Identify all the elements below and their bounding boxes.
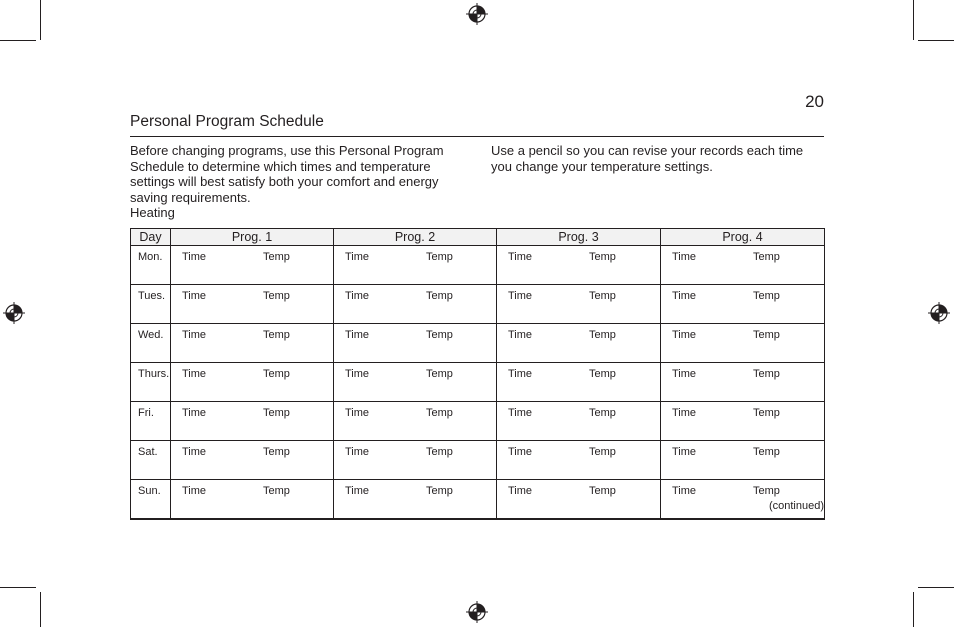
time-label: Time bbox=[182, 485, 207, 497]
time-label: Time bbox=[182, 290, 207, 302]
time-label: Time bbox=[672, 446, 697, 458]
temp-label: Temp bbox=[263, 485, 290, 497]
temp-label: Temp bbox=[589, 485, 616, 497]
time-label: Time bbox=[508, 446, 533, 458]
time-label: Time bbox=[508, 485, 533, 497]
time-label: Time bbox=[182, 446, 207, 458]
schedule-entry-cell[interactable] bbox=[171, 285, 334, 324]
time-label: Time bbox=[345, 251, 370, 263]
table-row bbox=[131, 324, 825, 363]
table-row bbox=[131, 246, 825, 285]
program-header: Prog. 2 bbox=[334, 229, 497, 246]
schedule-entry-cell[interactable] bbox=[497, 402, 661, 441]
intro-paragraph-right: Use a pencil so you can revise your records each time you change your temperature settings. bbox=[491, 143, 804, 174]
time-label: Time bbox=[508, 407, 533, 419]
time-label: Time bbox=[672, 485, 697, 497]
schedule-entry-cell[interactable] bbox=[171, 324, 334, 363]
temp-label: Temp bbox=[753, 407, 780, 419]
time-label: Time bbox=[672, 329, 697, 341]
title-rule bbox=[130, 136, 824, 137]
schedule-entry-cell[interactable] bbox=[661, 246, 825, 285]
temp-label: Temp bbox=[426, 329, 453, 341]
temp-label: Temp bbox=[589, 290, 616, 302]
day-label: Fri. bbox=[131, 402, 171, 441]
schedule-entry-cell[interactable] bbox=[334, 363, 497, 402]
table-row bbox=[131, 402, 825, 441]
temp-label: Temp bbox=[589, 368, 616, 380]
day-label: Tues. bbox=[131, 285, 171, 324]
table-header-row bbox=[131, 229, 825, 246]
temp-label: Temp bbox=[263, 446, 290, 458]
schedule-entry-cell[interactable] bbox=[171, 441, 334, 480]
day-label: Sat. bbox=[131, 441, 171, 480]
schedule-entry-cell[interactable] bbox=[661, 441, 825, 480]
registration-mark-icon bbox=[3, 302, 25, 324]
section-label: Heating bbox=[130, 205, 175, 220]
time-label: Time bbox=[672, 251, 697, 263]
temp-label: Temp bbox=[426, 446, 453, 458]
temp-label: Temp bbox=[753, 485, 780, 497]
day-label: Wed. bbox=[131, 324, 171, 363]
temp-label: Temp bbox=[263, 251, 290, 263]
temp-label: Temp bbox=[753, 251, 780, 263]
temp-label: Temp bbox=[753, 290, 780, 302]
schedule-entry-cell[interactable] bbox=[334, 480, 497, 520]
temp-label: Temp bbox=[426, 251, 453, 263]
temp-label: Temp bbox=[263, 407, 290, 419]
time-label: Time bbox=[508, 329, 533, 341]
schedule-entry-cell[interactable] bbox=[171, 402, 334, 441]
continued-note: (continued) bbox=[768, 500, 824, 512]
time-label: Time bbox=[672, 368, 697, 380]
schedule-entry-cell[interactable] bbox=[334, 246, 497, 285]
time-label: Time bbox=[345, 446, 370, 458]
page-title: Personal Program Schedule bbox=[130, 113, 324, 130]
program-header: Prog. 3 bbox=[497, 229, 661, 246]
day-label: Mon. bbox=[131, 246, 171, 285]
intro-paragraph-left: Before changing programs, use this Personal Program Schedule to determine which times and temperature settings will best satisfy both your comfort and energy saving requirements. bbox=[130, 143, 444, 205]
time-label: Time bbox=[182, 251, 207, 263]
time-label: Time bbox=[182, 407, 207, 419]
time-label: Time bbox=[345, 368, 370, 380]
schedule-entry-cell[interactable] bbox=[497, 480, 661, 520]
temp-label: Temp bbox=[426, 368, 453, 380]
schedule-entry-cell[interactable] bbox=[334, 324, 497, 363]
schedule-entry-cell[interactable] bbox=[661, 402, 825, 441]
registration-mark-icon bbox=[928, 302, 950, 324]
day-label: Thurs. bbox=[131, 363, 171, 402]
page-number: 20 bbox=[805, 92, 824, 111]
schedule-table bbox=[130, 228, 825, 520]
temp-label: Temp bbox=[263, 290, 290, 302]
temp-label: Temp bbox=[589, 251, 616, 263]
temp-label: Temp bbox=[426, 485, 453, 497]
schedule-entry-cell[interactable] bbox=[661, 285, 825, 324]
time-label: Time bbox=[182, 368, 207, 380]
time-label: Time bbox=[182, 329, 207, 341]
schedule-entry-cell[interactable] bbox=[497, 285, 661, 324]
day-label: Sun. bbox=[131, 480, 171, 520]
temp-label: Temp bbox=[263, 329, 290, 341]
program-header: Prog. 1 bbox=[171, 229, 334, 246]
crop-mark bbox=[40, 592, 41, 627]
temp-label: Temp bbox=[589, 446, 616, 458]
schedule-entry-cell[interactable] bbox=[661, 363, 825, 402]
temp-label: Temp bbox=[753, 368, 780, 380]
time-label: Time bbox=[672, 407, 697, 419]
temp-label: Temp bbox=[426, 290, 453, 302]
schedule-entry-cell[interactable] bbox=[497, 246, 661, 285]
temp-label: Temp bbox=[263, 368, 290, 380]
schedule-entry-cell[interactable] bbox=[497, 441, 661, 480]
temp-label: Temp bbox=[589, 407, 616, 419]
temp-label: Temp bbox=[426, 407, 453, 419]
time-label: Time bbox=[345, 485, 370, 497]
day-header: Day bbox=[131, 229, 171, 246]
program-header: Prog. 4 bbox=[661, 229, 825, 246]
time-label: Time bbox=[345, 407, 370, 419]
time-label: Time bbox=[508, 290, 533, 302]
time-label: Time bbox=[508, 368, 533, 380]
schedule-entry-cell[interactable] bbox=[334, 441, 497, 480]
schedule-entry-cell[interactable] bbox=[497, 363, 661, 402]
table-row bbox=[131, 363, 825, 402]
schedule-entry-cell[interactable] bbox=[171, 246, 334, 285]
crop-mark bbox=[40, 0, 41, 40]
crop-mark bbox=[0, 40, 36, 41]
temp-label: Temp bbox=[589, 329, 616, 341]
temp-label: Temp bbox=[753, 329, 780, 341]
time-label: Time bbox=[345, 329, 370, 341]
crop-mark bbox=[918, 40, 954, 41]
table-row bbox=[131, 285, 825, 324]
time-label: Time bbox=[345, 290, 370, 302]
schedule-entry-cell[interactable] bbox=[661, 324, 825, 363]
time-label: Time bbox=[672, 290, 697, 302]
temp-label: Temp bbox=[753, 446, 780, 458]
schedule-entry-cell[interactable] bbox=[497, 324, 661, 363]
registration-mark-icon bbox=[466, 601, 488, 623]
schedule-entry-cell[interactable] bbox=[334, 402, 497, 441]
crop-mark bbox=[0, 587, 36, 588]
schedule-entry-cell[interactable] bbox=[171, 363, 334, 402]
schedule-entry-cell[interactable] bbox=[334, 285, 497, 324]
crop-mark bbox=[913, 592, 914, 627]
time-label: Time bbox=[508, 251, 533, 263]
crop-mark bbox=[913, 0, 914, 40]
table-row bbox=[131, 441, 825, 480]
schedule-entry-cell[interactable] bbox=[171, 480, 334, 520]
registration-mark-icon bbox=[466, 3, 488, 25]
crop-mark bbox=[918, 587, 954, 588]
